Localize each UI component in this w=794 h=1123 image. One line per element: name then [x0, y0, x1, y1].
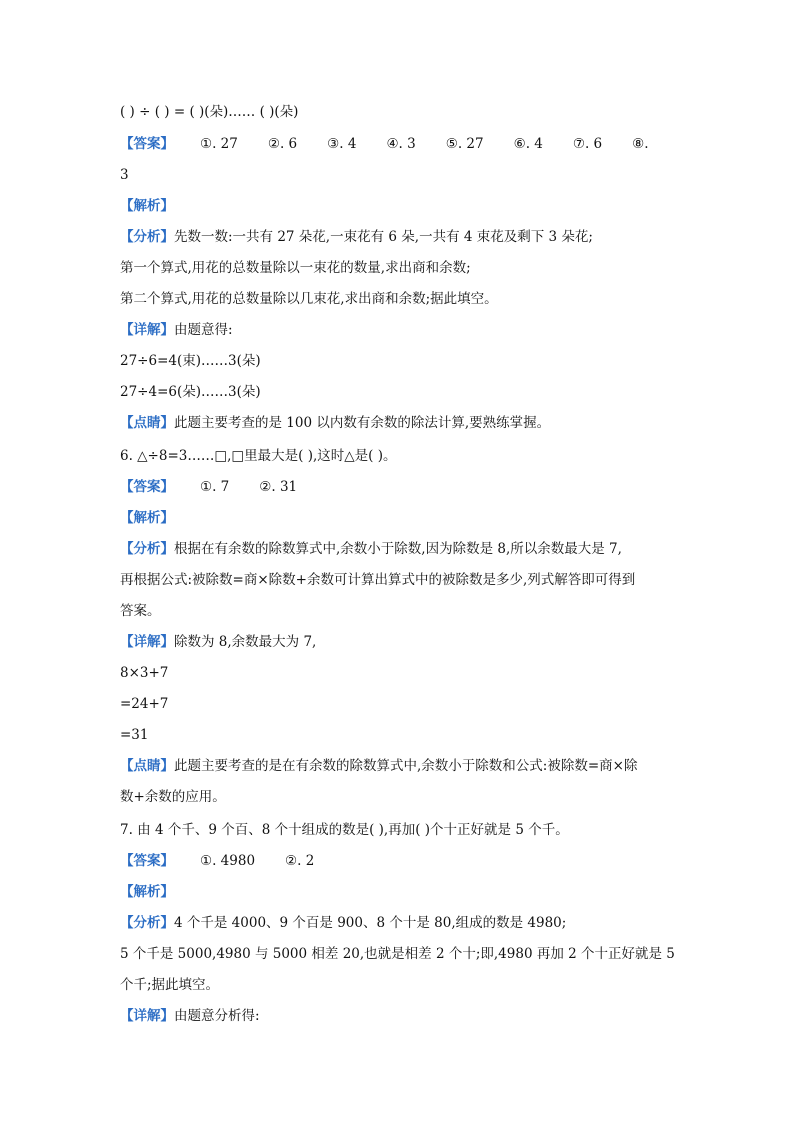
- fenxi-tag: 【分析】: [120, 229, 174, 245]
- answer-item: ①. 7: [200, 479, 230, 495]
- xiangjie-tag: 【详解】: [120, 322, 174, 338]
- dianjing-tag: 【点睛】: [120, 415, 174, 431]
- q6-fenxi-2: 再根据公式:被除数=商×除数+余数可计算出算式中的被除数是多少,列式解答即可得到: [120, 572, 636, 588]
- q6-question: 6. △÷8=3……□,□里最大是( ),这时△是( )。: [120, 448, 397, 464]
- q5-answer-line: [120, 134, 680, 154]
- fenxi-text: 根据在有余数的除数算式中,余数小于除数,因为除数是 8,所以余数最大是 7,: [174, 541, 622, 557]
- answer-tag: 【答案】: [120, 479, 174, 495]
- q5-fenxi-3: 第二个算式,用花的总数量除以几束花,求出商和余数;据此填空。: [120, 291, 498, 307]
- jiexi-tag: 【解析】: [120, 198, 174, 214]
- q5-jiexi: [120, 196, 680, 216]
- q6-answer-line: [120, 477, 680, 497]
- q6-xiangjie: [120, 632, 680, 652]
- q6-dianjing-2: 数+余数的应用。: [120, 789, 226, 805]
- dianjing-text: 此题主要考查的是在有余数的除数算式中,余数小于除数和公式:被除数=商×除: [174, 758, 638, 774]
- answer-tag: 【答案】: [120, 853, 174, 869]
- fenxi-text: 4 个千是 4000、9 个百是 900、8 个十是 80,组成的数是 4980;: [174, 915, 567, 931]
- xiangjie-tag: 【详解】: [120, 1008, 174, 1024]
- dianjing-tag: 【点睛】: [120, 758, 174, 774]
- xiangjie-text: 由题意得:: [174, 322, 233, 338]
- q5-answer-wrap: 3: [120, 167, 129, 183]
- q6-dianjing-1: [120, 756, 680, 776]
- q6-calc-3: =31: [120, 727, 149, 743]
- q6-calc-2: =24+7: [120, 696, 169, 712]
- q5-blank-line: ( ) ÷ ( ) = ( )(朵)…… ( )(朵): [120, 104, 299, 120]
- q7-fenxi-3: 个千;据此填空。: [120, 977, 220, 993]
- q7-xiangjie: [120, 1006, 680, 1026]
- q6-calc-1: 8×3+7: [120, 665, 169, 681]
- answer-item: ①. 27: [200, 136, 238, 152]
- q6-fenxi-3: 答案。: [120, 603, 161, 619]
- dianjing-text: 此题主要考查的是 100 以内数有余数的除法计算,要熟练掌握。: [174, 415, 551, 431]
- q7-jiexi: [120, 882, 680, 902]
- q5-calc-1: 27÷6=4(束)……3(朵): [120, 353, 261, 369]
- answer-item: ⑧.: [632, 136, 649, 152]
- answer-item: ③. 4: [327, 136, 357, 152]
- answer-item: ⑤. 27: [445, 136, 484, 152]
- answer-item: ②. 31: [259, 479, 298, 495]
- answer-tag: 【答案】: [120, 136, 174, 152]
- answer-item: ⑥. 4: [513, 136, 543, 152]
- xiangjie-text: 由题意分析得:: [174, 1008, 260, 1024]
- q5-calc-2: 27÷4=6(朵)……3(朵): [120, 384, 261, 400]
- q6-fenxi-1: [120, 539, 680, 559]
- answer-item: ①. 4980: [200, 853, 256, 869]
- answer-item: ⑦. 6: [572, 136, 603, 152]
- fenxi-tag: 【分析】: [120, 915, 174, 931]
- xiangjie-tag: 【详解】: [120, 634, 174, 650]
- q7-fenxi-1: [120, 913, 680, 933]
- q7-answer-line: [120, 851, 680, 871]
- q5-fenxi-2: 第一个算式,用花的总数量除以一束花的数量,求出商和余数;: [120, 260, 471, 276]
- q7-question: 7. 由 4 个千、9 个百、8 个十组成的数是( ),再加( )个十正好就是 5 个千。: [120, 822, 569, 838]
- q5-xiangjie: [120, 320, 680, 340]
- jiexi-tag: 【解析】: [120, 510, 174, 526]
- answer-list: [174, 134, 679, 154]
- answer-item: ④. 3: [386, 136, 416, 152]
- q7-fenxi-2: 5 个千是 5000,4980 与 5000 相差 20,也就是相差 2 个十;即,4980 再加 2 个十正好就是 5: [120, 946, 675, 962]
- answer-list: [174, 477, 327, 497]
- answer-item: ②. 2: [285, 853, 315, 869]
- answer-item: ②. 6: [267, 136, 298, 152]
- fenxi-tag: 【分析】: [120, 541, 174, 557]
- fenxi-text: 先数一数:一共有 27 朵花,一束花有 6 朵,一共有 4 束花及剩下 3 朵花;: [174, 229, 593, 245]
- q5-fenxi-1: [120, 227, 680, 247]
- q6-jiexi: [120, 508, 680, 528]
- jiexi-tag: 【解析】: [120, 884, 174, 900]
- q5-dianjing: [120, 413, 680, 433]
- answer-list: [174, 851, 344, 871]
- xiangjie-text: 除数为 8,余数最大为 7,: [174, 634, 317, 650]
